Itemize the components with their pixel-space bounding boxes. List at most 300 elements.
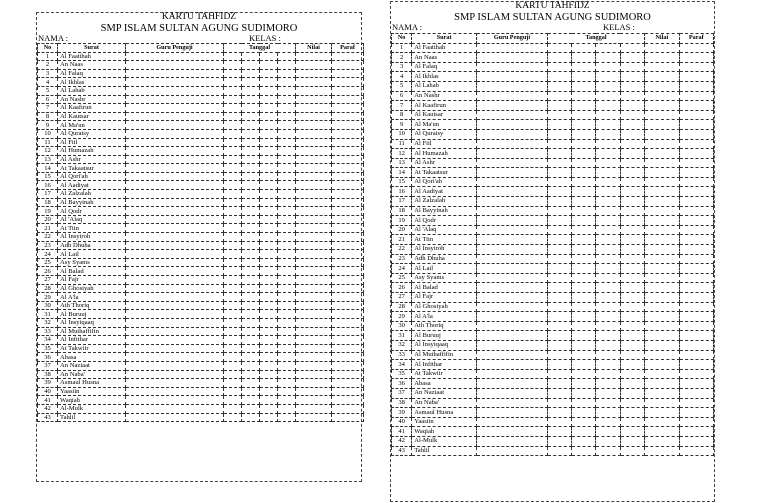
table-row [38, 155, 364, 164]
table-row [38, 276, 364, 285]
paraf-cell [679, 110, 713, 120]
tanggal-cell-1 [224, 258, 242, 267]
tanggal-cell-4 [278, 78, 296, 87]
tanggal-cell-3 [260, 86, 278, 95]
tanggal-cell-4 [278, 61, 296, 70]
paraf-cell [679, 417, 713, 427]
table-row [392, 245, 714, 255]
tanggal-cell-1 [224, 301, 242, 310]
tanggal-cell-3 [596, 446, 620, 456]
guru-penguji-cell [126, 344, 224, 353]
tanggal-cell-2 [572, 43, 596, 53]
nilai-cell [645, 197, 679, 207]
tanggal-cell-3 [260, 190, 278, 199]
guru-penguji-cell [477, 369, 548, 379]
nilai-cell [296, 258, 332, 267]
guru-penguji-cell [126, 413, 224, 422]
guru-penguji-cell [477, 158, 548, 168]
row-number: 12 [392, 149, 412, 159]
tanggal-cell-1 [224, 387, 242, 396]
row-number: 29 [392, 312, 412, 322]
paraf-cell [332, 104, 364, 113]
paraf-cell [679, 72, 713, 82]
tanggal-cell-3 [596, 129, 620, 139]
guru-penguji-cell [477, 216, 548, 226]
tanggal-cell-4 [620, 187, 644, 197]
surat-name: Al Falaq [58, 69, 126, 78]
paraf-cell [332, 250, 364, 259]
table-row [38, 52, 364, 61]
tanggal-cell-2 [242, 353, 260, 362]
tanggal-cell-3 [260, 61, 278, 70]
row-number: 6 [392, 91, 412, 101]
tanggal-cell-2 [572, 293, 596, 303]
col-guru-penguji: Guru Penguji [477, 33, 548, 43]
paraf-cell [679, 43, 713, 53]
surat-name: Al Muthaffifin [58, 327, 126, 336]
tanggal-cell-1 [547, 398, 571, 408]
guru-penguji-cell [477, 388, 548, 398]
table-row [392, 283, 714, 293]
col-nilai: Nilai [296, 43, 332, 52]
row-number: 7 [38, 104, 58, 113]
tanggal-cell-4 [278, 404, 296, 413]
tanggal-cell-3 [596, 436, 620, 446]
tanggal-cell-3 [596, 427, 620, 437]
tanggal-cell-1 [547, 321, 571, 331]
table-row [392, 379, 714, 389]
paraf-cell [332, 413, 364, 422]
tanggal-cell-3 [596, 350, 620, 360]
student-info [37, 34, 361, 43]
tanggal-cell-2 [242, 78, 260, 87]
paraf-cell [679, 245, 713, 255]
nilai-cell [296, 104, 332, 113]
surat-name: Al Lahab [58, 86, 126, 95]
paraf-cell [679, 168, 713, 178]
tanggal-cell-1 [547, 293, 571, 303]
table-row [392, 427, 714, 437]
tanggal-cell-4 [278, 95, 296, 104]
tanggal-cell-4 [278, 276, 296, 285]
surat-name: Al A'la [58, 293, 126, 302]
tanggal-cell-1 [224, 104, 242, 113]
table-row [38, 78, 364, 87]
guru-penguji-cell [126, 396, 224, 405]
table-row [38, 104, 364, 113]
guru-penguji-cell [477, 168, 548, 178]
paraf-cell [332, 147, 364, 156]
table-row [38, 344, 364, 353]
row-number: 34 [392, 360, 412, 370]
nilai-cell [296, 112, 332, 121]
guru-penguji-cell [477, 254, 548, 264]
paraf-cell [679, 302, 713, 312]
guru-penguji-cell [126, 379, 224, 388]
col-tanggal: Tanggal [224, 43, 296, 52]
row-number: 39 [38, 379, 58, 388]
tanggal-cell-1 [224, 52, 242, 61]
tanggal-cell-4 [620, 350, 644, 360]
guru-penguji-cell [126, 172, 224, 181]
row-number: 22 [38, 233, 58, 242]
row-number: 3 [392, 62, 412, 72]
tanggal-cell-3 [596, 197, 620, 207]
paraf-cell [332, 379, 364, 388]
paraf-cell [332, 69, 364, 78]
row-number: 27 [392, 293, 412, 303]
tanggal-cell-3 [260, 181, 278, 190]
tanggal-cell-2 [572, 235, 596, 245]
paraf-cell [679, 360, 713, 370]
card-title: KARTU TAHFIDZ [515, 1, 590, 11]
tanggal-cell-2 [242, 181, 260, 190]
nilai-cell [645, 417, 679, 427]
surat-name: Al Humazah [58, 147, 126, 156]
row-number: 10 [392, 129, 412, 139]
table-row [38, 207, 364, 216]
tanggal-cell-3 [260, 284, 278, 293]
tanggal-cell-3 [260, 370, 278, 379]
paraf-cell [679, 225, 713, 235]
guru-penguji-cell [126, 250, 224, 259]
tanggal-cell-3 [596, 158, 620, 168]
tanggal-cell-1 [224, 190, 242, 199]
tanggal-cell-2 [572, 264, 596, 274]
row-number: 9 [38, 121, 58, 130]
tanggal-cell-4 [620, 379, 644, 389]
surat-name: Al Qori'ah [412, 177, 477, 187]
surat-name: Al Qodr [58, 207, 126, 216]
tanggal-cell-1 [547, 206, 571, 216]
guru-penguji-cell [126, 258, 224, 267]
col-paraf: Paraf [679, 33, 713, 43]
tanggal-cell-3 [260, 215, 278, 224]
nilai-cell [296, 301, 332, 310]
tanggal-cell-2 [242, 344, 260, 353]
row-number: 39 [392, 408, 412, 418]
paraf-cell [332, 52, 364, 61]
tanggal-cell-3 [596, 408, 620, 418]
row-number: 5 [38, 86, 58, 95]
row-number: 10 [38, 129, 58, 138]
surat-name: Al Lahab [412, 81, 477, 91]
paraf-cell [679, 379, 713, 389]
nilai-cell [296, 95, 332, 104]
nilai-cell [296, 396, 332, 405]
guru-penguji-cell [477, 417, 548, 427]
table-row [38, 318, 364, 327]
tanggal-cell-3 [596, 302, 620, 312]
surat-name: At Takwiir [412, 369, 477, 379]
tanggal-cell-3 [260, 361, 278, 370]
tanggal-cell-4 [278, 327, 296, 336]
nilai-cell [296, 129, 332, 138]
nilai-cell [296, 267, 332, 276]
nilai-cell [296, 172, 332, 181]
table-row [392, 408, 714, 418]
surat-name: Abasa [58, 353, 126, 362]
nilai-cell [296, 327, 332, 336]
guru-penguji-cell [126, 104, 224, 113]
row-number: 22 [392, 245, 412, 255]
tanggal-cell-2 [572, 398, 596, 408]
guru-penguji-cell [126, 224, 224, 233]
row-number: 23 [392, 254, 412, 264]
tanggal-cell-3 [596, 235, 620, 245]
paraf-cell [332, 86, 364, 95]
nilai-cell [296, 336, 332, 345]
tanggal-cell-1 [224, 78, 242, 87]
surat-name: Al Ashr [412, 158, 477, 168]
row-number: 30 [392, 321, 412, 331]
tanggal-cell-1 [547, 216, 571, 226]
tanggal-cell-1 [547, 177, 571, 187]
row-number: 6 [38, 95, 58, 104]
tanggal-cell-4 [278, 155, 296, 164]
tanggal-cell-2 [572, 312, 596, 322]
nilai-cell [645, 216, 679, 226]
surat-name: Al Ghosiyah [58, 284, 126, 293]
table-row [38, 241, 364, 250]
tanggal-cell-3 [596, 177, 620, 187]
tanggal-cell-2 [572, 369, 596, 379]
tanggal-cell-4 [278, 129, 296, 138]
row-number: 15 [38, 172, 58, 181]
tanggal-cell-2 [572, 187, 596, 197]
tanggal-cell-4 [278, 267, 296, 276]
nilai-cell [296, 250, 332, 259]
row-number: 32 [38, 318, 58, 327]
row-number: 13 [392, 158, 412, 168]
row-number: 37 [392, 388, 412, 398]
row-number: 35 [392, 369, 412, 379]
surat-name: Al Ghosiyah [412, 302, 477, 312]
tanggal-cell-3 [260, 129, 278, 138]
paraf-cell [332, 387, 364, 396]
tanggal-cell-1 [547, 81, 571, 91]
table-row [392, 53, 714, 63]
surat-name: Abasa [412, 379, 477, 389]
surat-name: Asy Syams [412, 273, 477, 283]
tanggal-cell-1 [224, 404, 242, 413]
row-number: 35 [38, 344, 58, 353]
paraf-cell [332, 336, 364, 345]
tanggal-cell-4 [620, 53, 644, 63]
tanggal-cell-1 [224, 396, 242, 405]
table-row [392, 293, 714, 303]
surat-name: Al Aadiyat [58, 181, 126, 190]
tanggal-cell-4 [620, 129, 644, 139]
table-row [392, 129, 714, 139]
row-number: 2 [392, 53, 412, 63]
nilai-cell [645, 101, 679, 111]
nilai-cell [645, 427, 679, 437]
tanggal-cell-4 [620, 158, 644, 168]
tanggal-cell-1 [547, 417, 571, 427]
row-number: 20 [392, 225, 412, 235]
tanggal-cell-2 [572, 197, 596, 207]
tanggal-cell-4 [620, 417, 644, 427]
tanggal-cell-1 [547, 388, 571, 398]
tanggal-cell-4 [278, 241, 296, 250]
paraf-cell [679, 62, 713, 72]
tanggal-cell-4 [620, 283, 644, 293]
surat-name: Al Ashr [58, 155, 126, 164]
guru-penguji-cell [477, 177, 548, 187]
row-number: 24 [38, 250, 58, 259]
tanggal-cell-4 [278, 370, 296, 379]
tanggal-cell-1 [224, 112, 242, 121]
surat-name: At Takaatsur [412, 168, 477, 178]
tanggal-cell-3 [260, 233, 278, 242]
guru-penguji-cell [126, 310, 224, 319]
surat-name: An Naziaat [58, 361, 126, 370]
tanggal-cell-1 [224, 147, 242, 156]
guru-penguji-cell [477, 379, 548, 389]
paraf-cell [679, 187, 713, 197]
tanggal-cell-2 [572, 206, 596, 216]
guru-penguji-cell [477, 62, 548, 72]
surat-name: Al Infithar [412, 360, 477, 370]
table-row [392, 235, 714, 245]
guru-penguji-cell [477, 245, 548, 255]
row-number: 42 [392, 436, 412, 446]
tanggal-cell-3 [596, 254, 620, 264]
tanggal-cell-3 [260, 353, 278, 362]
table-row [38, 61, 364, 70]
guru-penguji-cell [126, 190, 224, 199]
surat-name: Tahlil [412, 446, 477, 456]
surat-name: An Nashr [412, 91, 477, 101]
row-number: 41 [38, 396, 58, 405]
surat-name: Al Buruuj [58, 310, 126, 319]
table-row [38, 69, 364, 78]
guru-penguji-cell [126, 233, 224, 242]
paraf-cell [679, 254, 713, 264]
tanggal-cell-2 [242, 190, 260, 199]
tanggal-cell-4 [278, 207, 296, 216]
surat-name: Al Falaq [412, 62, 477, 72]
tanggal-cell-1 [547, 427, 571, 437]
surat-name: Al Lail [58, 250, 126, 259]
surat-name: At Tiin [412, 235, 477, 245]
tanggal-cell-3 [596, 149, 620, 159]
tanggal-cell-2 [242, 387, 260, 396]
tanggal-cell-3 [260, 413, 278, 422]
guru-penguji-cell [477, 360, 548, 370]
table-row [38, 404, 364, 413]
paraf-cell [332, 396, 364, 405]
tanggal-cell-1 [547, 53, 571, 63]
surat-name: Yaasiin [58, 387, 126, 396]
table-row [38, 181, 364, 190]
row-number: 3 [38, 69, 58, 78]
paraf-cell [679, 149, 713, 159]
tanggal-cell-2 [572, 331, 596, 341]
guru-penguji-cell [126, 112, 224, 121]
tanggal-cell-4 [620, 235, 644, 245]
tanggal-cell-3 [596, 340, 620, 350]
row-number: 28 [38, 284, 58, 293]
paraf-cell [679, 427, 713, 437]
tanggal-cell-1 [224, 284, 242, 293]
surat-name: Al Lail [412, 264, 477, 274]
tanggal-cell-3 [260, 396, 278, 405]
tanggal-cell-1 [224, 95, 242, 104]
table-row [38, 112, 364, 121]
paraf-cell [332, 215, 364, 224]
table-header-row [38, 43, 364, 52]
nilai-cell [645, 264, 679, 274]
tanggal-cell-1 [224, 215, 242, 224]
guru-penguji-cell [126, 198, 224, 207]
nilai-cell [645, 139, 679, 149]
card-header [391, 2, 714, 23]
paraf-cell [332, 241, 364, 250]
paraf-cell [679, 350, 713, 360]
table-row [392, 177, 714, 187]
guru-penguji-cell [477, 398, 548, 408]
row-number: 17 [392, 197, 412, 207]
row-number: 8 [38, 112, 58, 121]
surat-name: At Takaatsur [58, 164, 126, 173]
paraf-cell [332, 164, 364, 173]
row-number: 31 [38, 310, 58, 319]
guru-penguji-cell [477, 331, 548, 341]
row-number: 21 [392, 235, 412, 245]
table-row [38, 250, 364, 259]
tanggal-cell-4 [278, 121, 296, 130]
tanggal-cell-3 [260, 121, 278, 130]
tanggal-cell-1 [224, 172, 242, 181]
tanggal-cell-2 [242, 327, 260, 336]
row-number: 4 [392, 72, 412, 82]
tanggal-cell-3 [596, 187, 620, 197]
tanggal-cell-1 [224, 233, 242, 242]
surat-name: Al Insyiqaaq [412, 340, 477, 350]
row-number: 36 [392, 379, 412, 389]
guru-penguji-cell [126, 301, 224, 310]
tanggal-cell-4 [278, 250, 296, 259]
tanggal-cell-4 [620, 446, 644, 456]
row-number: 21 [38, 224, 58, 233]
surat-name: An Naas [58, 61, 126, 70]
paraf-cell [679, 436, 713, 446]
tanggal-cell-1 [224, 379, 242, 388]
guru-penguji-cell [477, 129, 548, 139]
table-row [38, 293, 364, 302]
tanggal-cell-1 [547, 168, 571, 178]
tanggal-cell-4 [620, 216, 644, 226]
tanggal-cell-2 [242, 95, 260, 104]
tanggal-cell-2 [242, 336, 260, 345]
row-number: 43 [392, 446, 412, 456]
table-row [392, 206, 714, 216]
tanggal-cell-4 [620, 206, 644, 216]
nilai-cell [645, 312, 679, 322]
surat-name: Al 'Alaq [58, 215, 126, 224]
guru-penguji-cell [477, 187, 548, 197]
surat-name: Al Insyiroh [58, 233, 126, 242]
guru-penguji-cell [477, 101, 548, 111]
table-row [392, 43, 714, 53]
tanggal-cell-3 [260, 293, 278, 302]
tanggal-cell-1 [547, 254, 571, 264]
col-nilai: Nilai [645, 33, 679, 43]
tanggal-cell-3 [596, 81, 620, 91]
tanggal-cell-4 [620, 139, 644, 149]
